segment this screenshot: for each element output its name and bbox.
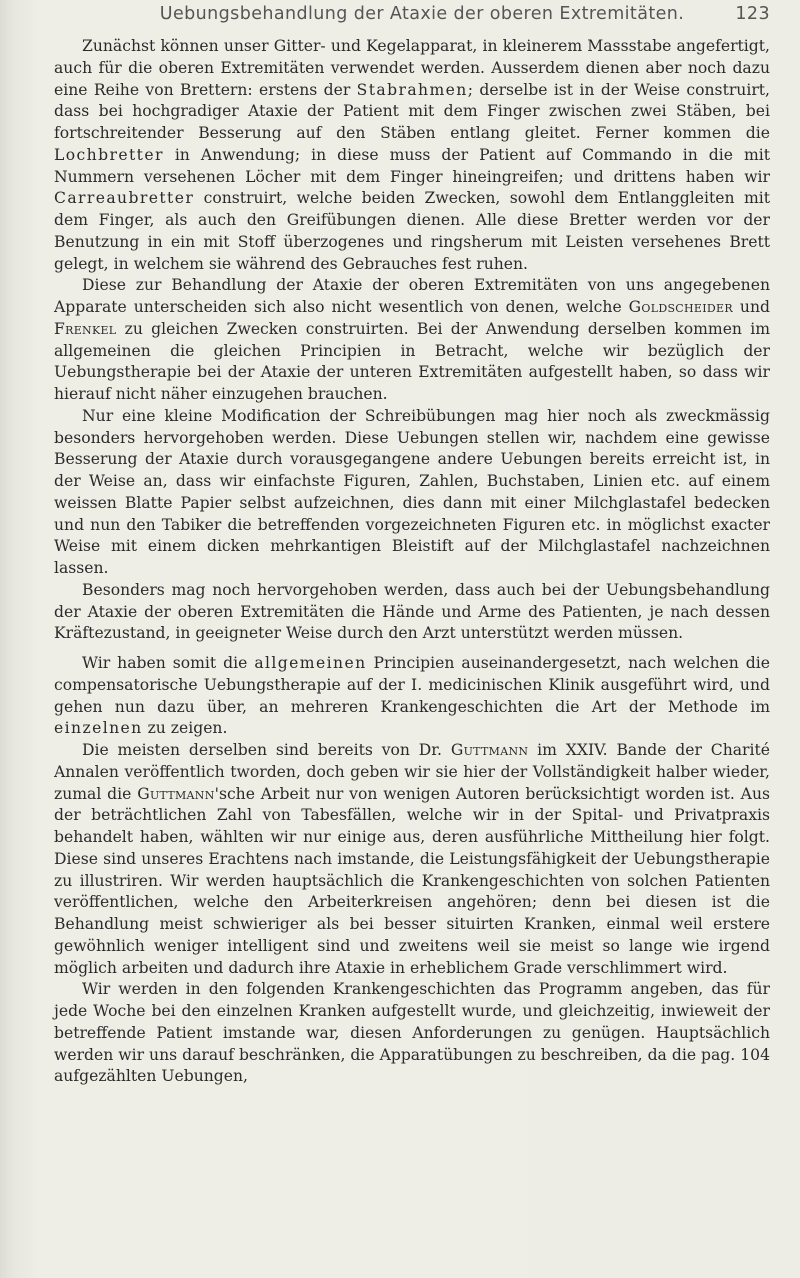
text-run: Diese zur Behandlung der Ataxie der oberen Extremitäten von uns angegebenen Apparate unterscheiden sich also nicht wesentlich von denen, welche xyxy=(54,276,770,316)
page-number: 123 xyxy=(735,4,770,24)
author-name-goldscheider: Goldscheider xyxy=(628,298,733,316)
paragraph-6 xyxy=(54,740,770,979)
paragraph-7 xyxy=(54,979,770,1088)
text-run: Principien auseinandergesetzt, nach welchen die compensatorische Uebungstherapie auf der I. medicinischen Klinik ausgeführt wird, und gehen nun dazu über, an mehreren Krankengeschichten die Art der Methode im xyxy=(54,654,770,716)
spaced-term-lochbretter: Lochbretter xyxy=(54,145,164,164)
body-text xyxy=(54,36,770,1088)
paragraph-2 xyxy=(54,275,770,406)
author-name-guttmann: Guttmann xyxy=(137,784,215,803)
text-run: Nur eine kleine Modification der Schreibübungen mag hier noch als zweckmässig besonders hervorgehoben werden. Diese Uebungen stellen wir, nachdem eine gewisse Besserung der Ataxie durch vorausgegangene andere Uebungen bereits erreicht ist, in der Weise an, dass wir einfachste Figuren, Zahlen, Buchstaben, Linien etc. auf einem weissen Blatte Papier selbst aufzeichnen, dies dann mit einer Milchglastafel bedecken und nun den Tabiker die betreffenden vorgezeichneten Figuren etc. in möglichst exacter Weise mit einem dicken mehrkantigen Bleistift auf der Milchglastafel nachzeichnen lassen. xyxy=(54,406,770,577)
spaced-term-allgemeinen: allgemeinen xyxy=(254,654,367,672)
text-run: Die meisten derselben sind bereits von Dr. xyxy=(82,741,451,759)
spaced-term-einzelnen: einzelnen xyxy=(54,719,143,738)
text-run: Wir haben somit die xyxy=(82,654,255,672)
text-run: und xyxy=(732,298,770,316)
text-run: Zunächst können unser Gitter- und Kegelapparat, in kleinerem Massstabe angefertigt, auch für die oberen Extremitäten verwendet werden. Ausserdem dienen aber noch dazu eine Reihe von Brettern: erstens der xyxy=(54,37,770,99)
author-name-guttmann: Guttmann xyxy=(450,741,529,759)
text-run: Wir werden in den folgenden Krankengeschichten das Programm angeben, das für jede Woche bei den einzelnen Kranken aufgestellt wurde, und gleichzeitig, inwieweit der betreffende Patient imstande war, diesen Anforderungen zu genügen. Hauptsächlich werden wir uns darauf beschränken, die Apparatübungen zu beschreiben, da die pag. 104 aufgezählten Uebungen, xyxy=(54,980,770,1086)
running-title: Uebungsbehandlung der Ataxie der oberen Extremitäten. xyxy=(159,4,685,24)
text-run: 'sche Arbeit nur von wenigen Autoren berücksichtigt worden ist. Aus der beträchtlichen Zahl von Tabesfällen, welche wir in der Spital- und Privatpraxis behandelt haben, wählten wir nur einige aus, deren ausführliche Mittheilung hier folgt. Diese sind unseres Erachtens nach imstande, die Leistungsfähigkeit der Uebungstherapie zu illustriren. Wir werden hauptsächlich die Krankengeschichten von solchen Patienten veröffentlichen, welche den Arbeiterkreisen angehören; denn bei diesen ist die Behandlung meist schwieriger als bei besser situirten Kranken, einmal weil erstere gewöhnlich weniger intelligent sind und zweitens weil sie meist so lange wie irgend möglich arbeiten und dadurch ihre Ataxie in erheblichem Grade verschlimmert wird. xyxy=(54,784,770,977)
paragraph-5 xyxy=(54,653,770,740)
spaced-term-carreaubretter: Carreaubretter xyxy=(54,189,195,208)
spaced-term-stabrahmen: Stabrahmen xyxy=(356,80,468,99)
paragraph-3 xyxy=(54,406,770,580)
text-run: zu gleichen Zwecken construirten. Bei der Anwendung derselben kommen im allgemeinen die gleichen Principien in Betracht, welche wir bezüglich der Uebungstherapie bei der Ataxie der unteren Extremitäten aufgestellt haben, so dass wir hierauf nicht näher einzugehen brauchen. xyxy=(54,319,770,403)
text-run: ; derselbe ist in der Weise construirt, dass bei hochgradiger Ataxie der Patient mit dem Finger zwischen zwei Stäben, bei fortschreitender Besserung auf den Stäben entlang gleitet. Ferner kommen die xyxy=(54,80,770,142)
text-run: construirt, welche beiden Zwecken, sowohl dem Entlanggleiten mit dem Finger, als auch den Greifübungen dienen. Alle diese Bretter werden vor der Benutzung in ein mit Stoff überzogenes und ringsherum mit Leisten versehenes Brett gelegt, in welchem sie während des Gebrauches fest ruhen. xyxy=(54,189,770,273)
paragraph-1 xyxy=(54,36,770,275)
text-run: im XXIV. Bande der Charité Annalen veröffentlich tworden, doch geben wir sie hier der Vollständigkeit halber wieder, zumal die xyxy=(54,741,770,803)
author-name-frenkel: Frenkel xyxy=(54,319,117,338)
text-run: Besonders mag noch hervorgehoben werden, dass auch bei der Uebungsbehandlung der Ataxie der oberen Extremitäten die Hände und Arme des Patienten, je nach dessen Kräftezustand, in geeigneter Weise durch den Arzt unterstützt werden müssen. xyxy=(54,580,770,643)
text-run: zu zeigen. xyxy=(142,719,228,738)
running-head xyxy=(114,4,770,30)
paragraph-4 xyxy=(54,580,770,645)
text-run: in Anwendung; in diese muss der Patient auf Commando in die mit Nummern versehenen Löcher mit dem Finger hineingreifen; und drittens haben wir xyxy=(54,145,770,186)
